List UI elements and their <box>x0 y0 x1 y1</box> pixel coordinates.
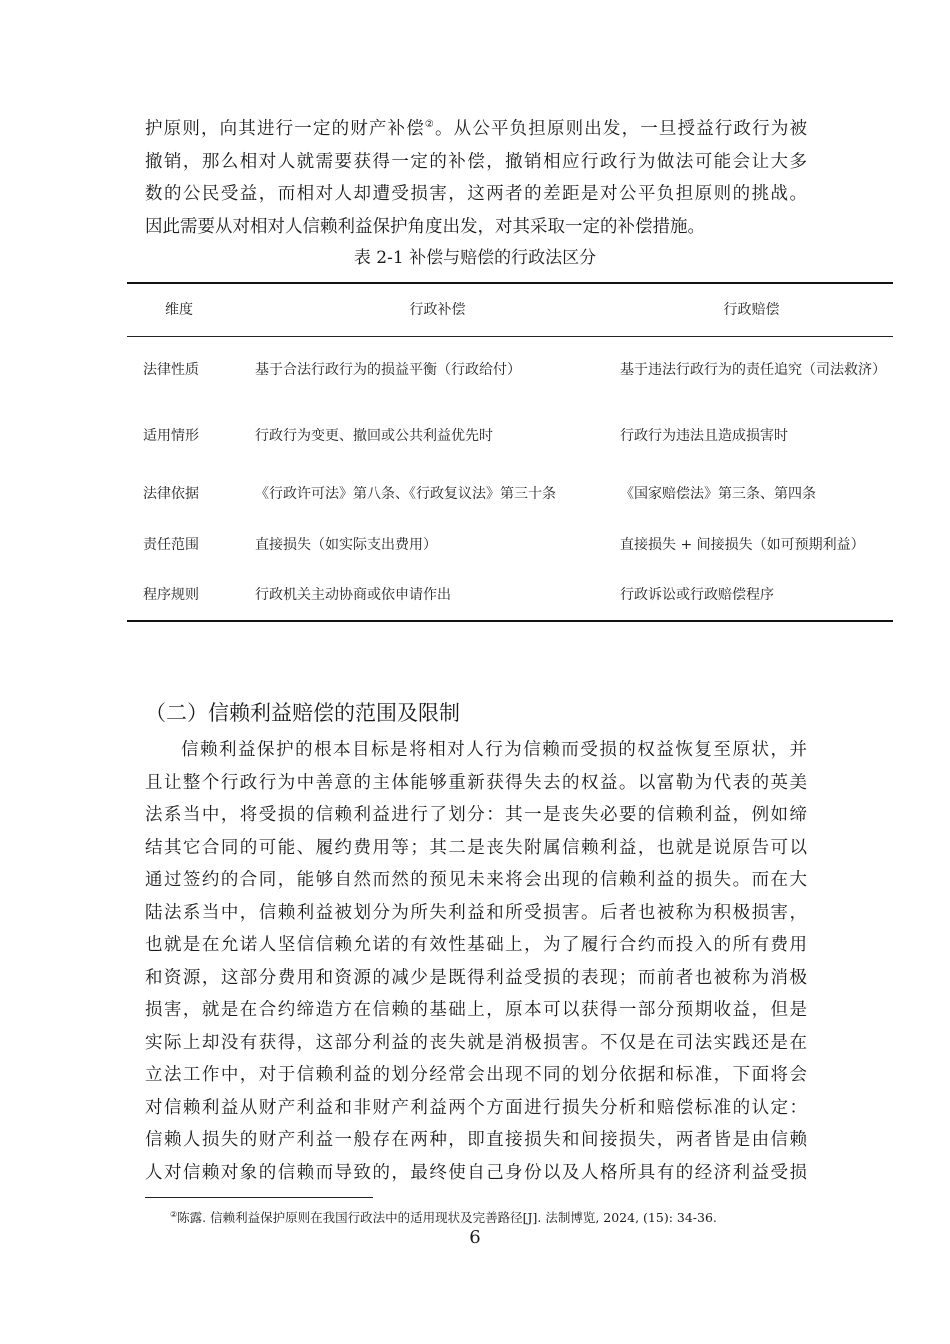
table-header-row <box>127 284 893 337</box>
paragraph-2-line: 陆法系当中，信赖利益被划分为所失利益和所受损害。后者也被称为积极损害， <box>145 902 807 923</box>
table-row <box>127 468 893 519</box>
paragraph-2-line: 且让整个行政行为中善意的主体能够重新获得失去的权益。以富勒为代表的英美 <box>145 772 807 793</box>
table-cell: 《国家赔偿法》第三条、第四条 <box>620 485 816 502</box>
table-cell: 责任范围 <box>143 536 199 553</box>
table-cell: 行政行为违法且造成损害时 <box>620 427 788 444</box>
table-header-cell: 行政补偿 <box>409 302 466 318</box>
paragraph-2-line: 信赖利益保护的根本目标是将相对人行为信赖而受损的权益恢复至原状，并 <box>181 740 807 760</box>
table-cell: 程序规则 <box>143 587 199 603</box>
table-cell: 行政机关主动协商或依申请作出 <box>255 587 451 603</box>
page-number: 6 <box>469 1227 481 1248</box>
table-cell: 《行政许可法》第八条、《行政复议法》第三十条 <box>255 485 556 502</box>
paragraph-2-line: 对信赖利益从财产利益和非财产利益两个方面进行损失分析和赔偿标准的认定： <box>145 1097 807 1118</box>
footnote <box>170 1209 717 1227</box>
paragraph-1-line-2: 撤销，那么相对人就需要获得一定的补偿，撤销相应行政行为做法可能会让大多 <box>145 151 807 172</box>
paragraph-2-line: 结其它合同的可能、履约费用等；其二是丧失附属信赖利益，也就是说原告可以 <box>145 837 807 858</box>
footnote-mark: ② <box>170 1209 178 1219</box>
table-cell: 直接损失（如实际支出费用） <box>255 536 437 553</box>
section-heading: （二）信赖利益赔偿的范围及限制 <box>145 701 460 725</box>
footnote-reference[interactable]: ② <box>424 119 435 131</box>
comparison-table <box>127 282 893 622</box>
paragraph-1-line-1: 护原则，向其进行一定的财产补偿②。从公平负担原则出发，一旦授益行政行为被 <box>145 119 808 139</box>
table-row <box>127 570 893 620</box>
paragraph-1 <box>145 113 807 243</box>
table-cell: 直接损失 + 间接损失（如可预期利益） <box>620 536 865 553</box>
table-cell: 基于违法行政行为的责任追究（司法救济） <box>620 362 886 378</box>
table-row <box>127 403 893 468</box>
table-caption: 表 2-1 补偿与赔偿的行政法区分 <box>353 248 597 268</box>
paragraph-2-line: 通过签约的合同，能够自然而然的预见未来将会出现的信赖利益的损失。而在大 <box>145 870 807 890</box>
table-row <box>127 519 893 570</box>
table-cell: 法律依据 <box>143 485 199 502</box>
table-row <box>127 337 893 403</box>
table-header-cell: 行政赔偿 <box>723 302 780 318</box>
table-cell: 行政行为变更、撤回或公共利益优先时 <box>255 427 493 444</box>
paragraph-1-line-4: 因此需要从对相对人信赖利益保护角度出发，对其采取一定的补偿措施。 <box>145 216 705 237</box>
paragraph-1-line-3: 数的公民受益，而相对人却遭受损害，这两者的差距是对公平负担原则的挑战。 <box>145 184 807 204</box>
table-cell: 法律性质 <box>143 362 199 378</box>
footnote-text: 陈露. 信赖利益保护原则在我国行政法中的适用现状及完善路径[J]. 法制博览, 2024, (15): 34-36. <box>177 1210 717 1225</box>
table-cell: 行政诉讼或行政赔偿程序 <box>620 587 774 603</box>
paragraph-2-line: 实际上却没有获得，这部分利益的丧失就是消极损害。不仅是在司法实践还是在 <box>145 1032 807 1053</box>
paragraph-2-line: 人对信赖对象的信赖而导致的，最终使自己身份以及人格所具有的经济利益受损 <box>145 1162 807 1183</box>
paragraph-2 <box>145 734 807 1189</box>
table-cell: 适用情形 <box>143 427 199 444</box>
paragraph-2-line: 信赖人损失的财产利益一般存在两种，即直接损失和间接损失，两者皆是由信赖 <box>145 1130 807 1150</box>
table-header-cell: 维度 <box>165 302 193 318</box>
footnote-divider <box>145 1197 373 1198</box>
paragraph-2-line: 也就是在允诺人坚信信赖允诺的有效性基础上，为了履行合约而投入的所有费用 <box>145 935 807 955</box>
paragraph-2-line: 和资源，这部分费用和资源的减少是既得利益受损的表现；而前者也被称为消极 <box>145 967 807 988</box>
paragraph-2-line: 损害，就是在合约缔造方在信赖的基础上，原本可以获得一部分预期收益，但是 <box>145 1000 807 1020</box>
paragraph-2-line: 立法工作中，对于信赖利益的划分经常会出现不同的划分依据和标准，下面将会 <box>145 1065 807 1085</box>
table-cell: 基于合法行政行为的损益平衡（行政给付） <box>255 362 521 378</box>
paragraph-2-line: 法系当中，将受损的信赖利益进行了划分：其一是丧失必要的信赖利益，例如缔 <box>145 805 807 825</box>
